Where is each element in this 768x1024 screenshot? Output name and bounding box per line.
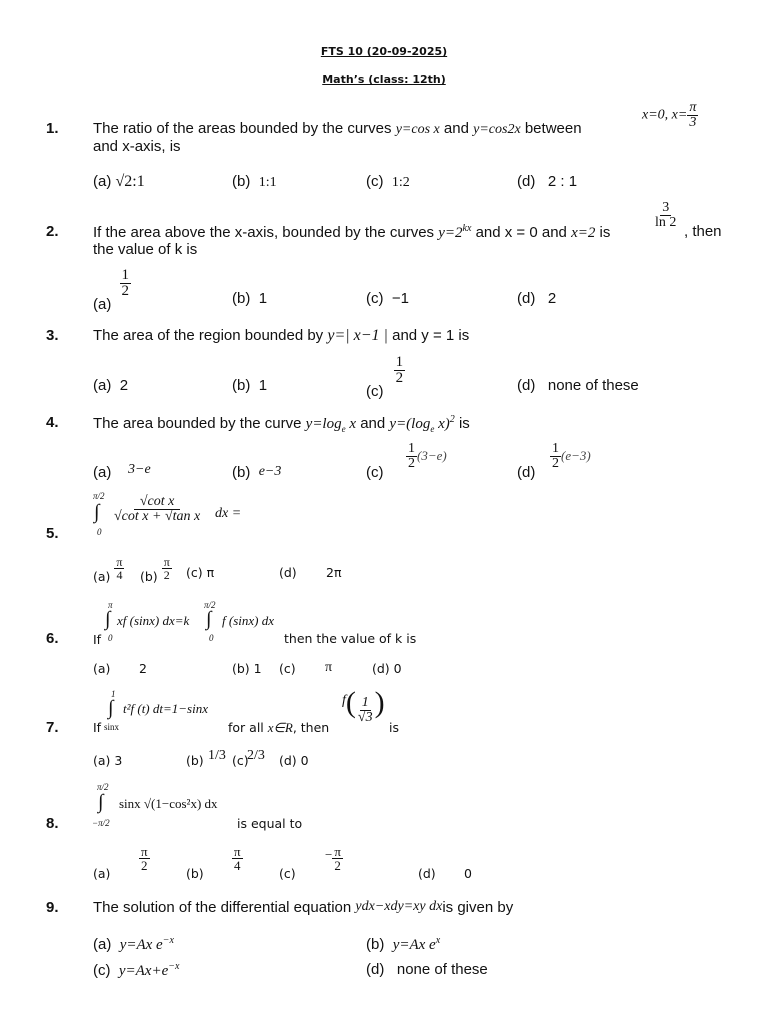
- question-number: 3.: [46, 327, 59, 344]
- option-d-value: 2π: [326, 565, 342, 580]
- option-b: (b) 1: [232, 290, 268, 307]
- option-c: (c) π: [186, 565, 215, 580]
- option-b: (b): [186, 753, 204, 768]
- integral-expr: t²f (t) dt=1−sinx: [123, 701, 208, 716]
- option-d: (d) 2: [517, 290, 557, 307]
- option-a: (a): [93, 866, 111, 881]
- option-d-value: $\frac{1}{2}$ (e−3): [552, 441, 591, 471]
- option-b: (b) 1: [232, 661, 262, 676]
- integral-expr-1: xf (sinx) dx=k: [117, 613, 190, 628]
- option-d: (d) 0: [279, 753, 309, 768]
- curve-2: y=cos2x: [473, 122, 521, 137]
- upper-limit: π/2: [93, 491, 105, 501]
- question-text: The ratio of the areas bounded by the curves y=cos x and y=cos2x between: [93, 120, 582, 137]
- option-d: (d) 2 : 1: [517, 173, 578, 190]
- option-b: (b) $\frac{\pi}{2}$: [140, 555, 170, 584]
- option-c: (c) $\frac{1}{2}$: [366, 354, 404, 401]
- option-b: (b) y=Ax $e^x$: [366, 935, 441, 953]
- option-c-value: $\frac{1}{2}$ (3−e): [408, 441, 447, 471]
- option-a: (a) 3−e: [93, 462, 151, 481]
- integral-expr: sinx √(1−cos²x) dx: [119, 796, 218, 811]
- option-b: (b): [186, 866, 204, 881]
- option-d: (d): [418, 866, 436, 881]
- question-number: 5.: [46, 525, 59, 542]
- integral-sign: ∫: [206, 608, 212, 630]
- option-d: (d): [279, 565, 297, 580]
- option-c: (c): [279, 866, 296, 881]
- integral-sign: ∫: [94, 501, 100, 523]
- option-d: (d): [517, 464, 536, 481]
- option-a: (a) $\frac{1}{2}$: [93, 267, 130, 314]
- question-text-cont: the value of k is: [93, 241, 198, 258]
- option-a: (a) y=Ax $e^{-x}$: [93, 935, 174, 953]
- option-d: (d) none of these: [517, 377, 639, 394]
- option-a: (a) √2:1: [93, 173, 145, 190]
- question-text: The solution of the differential equation ydx−xdy=xy dxis given by: [93, 899, 514, 916]
- question-text: for all x∈R, then: [228, 720, 330, 735]
- question-number: 4.: [46, 414, 59, 431]
- option-c: (c) 1:2: [366, 173, 410, 190]
- integral-expr-2: f (sinx) dx: [222, 613, 274, 628]
- function-value: f( $\frac{1}{√3}$ ): [342, 686, 385, 726]
- option-d: (d) none of these: [366, 961, 488, 978]
- area-fraction: $\frac{3}{\ln 2}$: [655, 200, 677, 230]
- question-number: 7.: [46, 719, 59, 736]
- question-number: 8.: [46, 815, 59, 832]
- option-c: (c) $y=Ax+e^{-x}$: [93, 961, 180, 979]
- integral-sign: ∫: [105, 608, 111, 630]
- question-text-cont: and x-axis, is: [93, 138, 181, 155]
- curve-1: y=cos x: [395, 122, 440, 137]
- curve: y=| x−1 |: [327, 327, 388, 344]
- option-c: (c): [232, 753, 249, 768]
- limits: x=0, x= $\frac{\pi}{3}$: [642, 100, 697, 130]
- question-text: If the area above the x-axis, bounded by the curves $y=2^{kx}$ and x = 0 and x=2 is: [93, 223, 611, 241]
- option-d: (d) 0: [372, 661, 402, 676]
- option-a: (a) 3: [93, 753, 123, 768]
- integral-sign: ∫: [108, 697, 114, 719]
- option-b: (b) 1: [232, 377, 268, 394]
- integral-sign: ∫: [98, 791, 104, 813]
- option-a: (a) $\frac{\pi}{4}$: [93, 555, 123, 584]
- page-title: FTS 10 (20-09-2025): [320, 45, 448, 58]
- option-c: (c) −1: [366, 290, 409, 307]
- lower-limit: 0: [97, 527, 102, 537]
- question-number: 9.: [46, 899, 59, 916]
- option-b: (b) 1:1: [232, 173, 277, 190]
- page-subtitle: Math’s (class: 12th): [322, 73, 446, 86]
- question-text: The area bounded by the curve $y=\log_e$ x and $y=(\log_e$ x)$^2$ is: [93, 414, 470, 434]
- option-a: (a) 2: [93, 377, 129, 394]
- question-number: 1.: [46, 120, 59, 137]
- option-a: (a): [93, 661, 111, 676]
- question-text: is equal to: [237, 816, 303, 831]
- option-c: (c): [279, 661, 296, 676]
- question-text: The area of the region bounded by y=| x−1 | and y = 1 is: [93, 327, 470, 344]
- question-number: 2.: [46, 223, 59, 240]
- integrand: $\frac{\text{√cot x}}{\text{√cot x + √tan x}}$: [114, 494, 201, 524]
- option-b: (b) e−3: [232, 464, 282, 481]
- equation: ydx−xdy=xy dx: [355, 899, 443, 914]
- question-number: 6.: [46, 630, 59, 647]
- option-c: (c): [366, 464, 384, 481]
- question-text: then the value of k is: [284, 631, 417, 646]
